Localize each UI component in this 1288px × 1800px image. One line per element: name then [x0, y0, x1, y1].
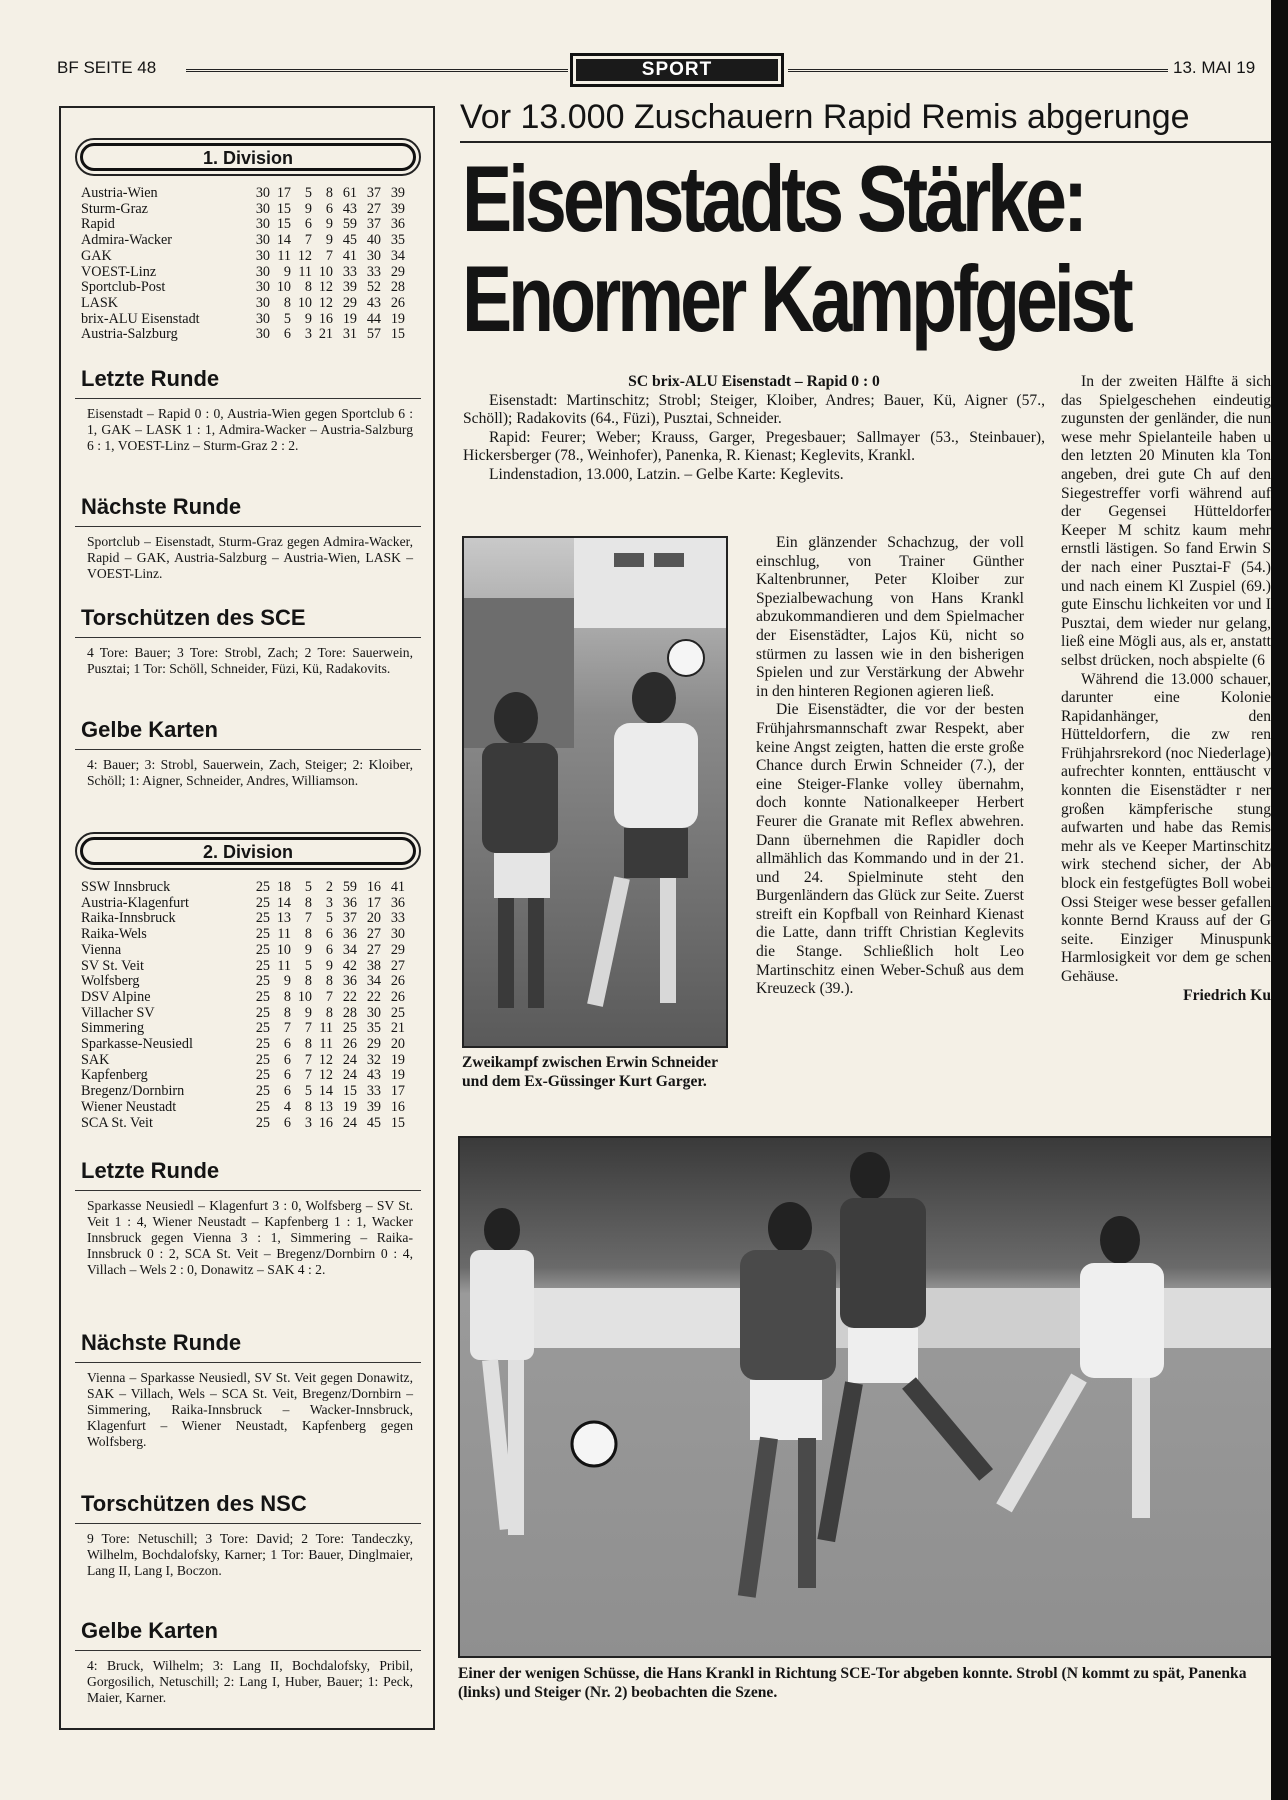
- stat-cell: 27: [366, 200, 381, 217]
- team-name: Wolfsberg: [81, 974, 140, 990]
- stat-cell: 6: [325, 941, 333, 958]
- stat-cell: 36: [390, 894, 405, 911]
- stat-cell: 37: [366, 216, 381, 233]
- stat-cell: 30: [255, 279, 270, 296]
- table-row: [81, 327, 419, 343]
- stat-cell: 25: [255, 1114, 270, 1131]
- table-row: [81, 265, 419, 281]
- stat-cell: 8: [304, 1036, 312, 1053]
- team-name: LASK: [81, 295, 119, 311]
- photo-duel: [462, 536, 728, 1048]
- stat-cell: 39: [390, 185, 405, 201]
- table-row: [81, 312, 419, 328]
- stat-cell: 8: [304, 1098, 312, 1115]
- stat-cell: 25: [255, 1098, 270, 1115]
- stat-cell: 6: [304, 216, 312, 233]
- stat-cell: 25: [255, 1051, 270, 1068]
- table-row: [81, 1006, 419, 1022]
- stat-cell: 31: [342, 326, 357, 343]
- div1-last-round-heading: Letzte Runde: [81, 366, 220, 391]
- table-row: [81, 1100, 419, 1116]
- stat-cell: 15: [390, 326, 405, 343]
- stat-cell: 8: [325, 185, 333, 201]
- div1-last-round-text: Eisenstadt – Rapid 0 : 0, Austria-Wien gegen Sportclub 6 : 1, GAK – LASK 1 : 1, Admira-Wacker – Austria-Salzburg 6 : 1, VOEST-Linz – Sturm-Graz 2 : 2.: [87, 406, 413, 453]
- stat-cell: 30: [255, 263, 270, 280]
- stat-cell: 25: [255, 941, 270, 958]
- div2-next-round-heading: Nächste Runde: [81, 1330, 242, 1355]
- team-name: GAK: [81, 248, 112, 264]
- stat-cell: 6: [283, 1114, 291, 1131]
- table-row: [81, 974, 419, 990]
- photo-duel-caption: Zweikampf zwischen Erwin Schneider und dem Ex-Güssinger Kurt Garger.: [462, 1054, 718, 1090]
- stat-cell: 8: [283, 1004, 291, 1021]
- stat-cell: 3: [325, 894, 333, 911]
- stat-cell: 8: [325, 1004, 333, 1021]
- stat-cell: 5: [304, 1083, 312, 1100]
- table-row: [81, 1068, 419, 1084]
- table-row: [81, 1037, 419, 1053]
- stat-cell: 27: [390, 957, 405, 974]
- stat-cell: 34: [390, 247, 405, 264]
- stat-cell: 26: [342, 1036, 357, 1053]
- stat-cell: 6: [325, 926, 333, 943]
- stat-cell: 37: [366, 185, 381, 201]
- stat-cell: 7: [325, 988, 333, 1005]
- stat-cell: 35: [390, 232, 405, 249]
- stat-cell: 9: [283, 263, 291, 280]
- header-rule-right: [788, 69, 1168, 72]
- stat-cell: 22: [366, 988, 381, 1005]
- section-label: SPORT: [576, 59, 778, 81]
- stat-cell: 42: [342, 957, 357, 974]
- stat-cell: 6: [325, 200, 333, 217]
- stat-cell: 8: [325, 973, 333, 990]
- stat-cell: 17: [390, 1083, 405, 1100]
- team-name: SV St. Veit: [81, 958, 144, 974]
- stat-cell: 12: [318, 1051, 333, 1068]
- stat-cell: 36: [390, 216, 405, 233]
- stat-cell: 15: [276, 216, 291, 233]
- match-lineups: [463, 373, 1045, 485]
- stat-cell: 25: [255, 1004, 270, 1021]
- stat-cell: 36: [342, 894, 357, 911]
- team-name: Sparkasse-Neusiedl: [81, 1037, 193, 1053]
- stat-cell: 30: [255, 310, 270, 327]
- stat-cell: 5: [325, 910, 333, 927]
- team-name: Austria-Salzburg: [81, 327, 178, 343]
- stat-cell: 27: [366, 926, 381, 943]
- div2-last-round-text: Sparkasse Neusiedl – Klagenfurt 3 : 0, Wolfsberg – SV St. Veit 1 : 4, Wiener Neustadt – Kapfenberg 1 : 1, Wacker Innsbruck gegen Vienna 3 : 1, Simmering – Raika-Innsbruck 0 : 2, SCA St. Veit – Bregenz/Dornbirn 0 : 4, Villach – Wels 2 : 0, Donawitz – SAK 4 : 2.: [87, 1198, 413, 1277]
- photo-match-scene: [458, 1136, 1288, 1658]
- stat-cell: 14: [276, 232, 291, 249]
- match-venue: Lindenstadion, 13.000, Latzin. – Gelbe Karte: Keglevits.: [489, 465, 844, 483]
- divider: [75, 1190, 421, 1191]
- team-name: SAK: [81, 1052, 110, 1068]
- stat-cell: 6: [283, 326, 291, 343]
- author-signature: Friedrich Ku: [1183, 986, 1271, 1004]
- stat-cell: 15: [276, 200, 291, 217]
- stat-cell: 5: [283, 310, 291, 327]
- stat-cell: 8: [283, 294, 291, 311]
- table-row: [81, 296, 419, 312]
- stat-cell: 8: [304, 894, 312, 911]
- stat-cell: 24: [342, 1051, 357, 1068]
- table-row: [81, 233, 419, 249]
- stat-cell: 39: [342, 279, 357, 296]
- div1-next-round-text: Sportclub – Eisenstadt, Sturm-Graz gegen Admira-Wacker, Rapid – GAK, Austria-Salzburg – Austria-Wien, LASK – VOEST-Linz.: [87, 534, 413, 581]
- stat-cell: 12: [318, 1067, 333, 1084]
- stat-cell: 25: [255, 988, 270, 1005]
- issue-date: 13. MAI 19: [1173, 58, 1256, 77]
- headline-line-1: Eisenstadts Stärke:: [462, 146, 1084, 251]
- stat-cell: 7: [304, 1020, 312, 1037]
- stat-cell: 26: [390, 294, 405, 311]
- table-row: [81, 896, 419, 912]
- table-row: [81, 202, 419, 218]
- stat-cell: 41: [390, 879, 405, 895]
- stat-cell: 17: [276, 185, 291, 201]
- stat-cell: 9: [304, 1004, 312, 1021]
- stat-cell: 33: [366, 263, 381, 280]
- stat-cell: 12: [318, 279, 333, 296]
- header-rule-left: [186, 69, 568, 72]
- div1-cards-heading: Gelbe Karten: [81, 717, 218, 742]
- div1-scorers-heading: Torschützen des SCE: [81, 605, 306, 630]
- division-1-title-box: [75, 138, 421, 176]
- stat-cell: 33: [366, 1083, 381, 1100]
- team-name: Sportclub-Post: [81, 280, 166, 296]
- stat-cell: 16: [366, 879, 381, 895]
- photo-duel-image: [464, 538, 726, 1046]
- stat-cell: 45: [342, 232, 357, 249]
- div1-scorers-text: 4 Tore: Bauer; 3 Tore: Strobl, Zach; 2 Tore: Sauerwein, Pusztai; 1 Tor: Schöll, Schneider, Füzi, Kü, Radakovits.: [87, 645, 413, 676]
- stat-cell: 25: [255, 1067, 270, 1084]
- stat-cell: 25: [342, 1020, 357, 1037]
- page-edge-shadow: [1271, 0, 1288, 1800]
- article-paragraph: Während die 13.000 schauer, darunter eine Kolonie Rapidanhänger, den Hütteldorfern, die zw ren Frühjahrsrekord (noc Niederlage) aufrechter konnten, enttäuscht v konnten die Eisenstädter r ner großen kämpferische stung aufwarten und habe das Remis mehr als ve Keeper Martinschitz wirk stechend sicher, der Ab block ein festgefügtes Boll wobei Ossi Steiger wese besser gefallen konnte Bernd Krauss auf der G seite. Einziger Minuspunk Harmlosigkeit vor dem ge schen Gehäuse.: [1061, 670, 1271, 985]
- stat-cell: 34: [366, 973, 381, 990]
- stat-cell: 33: [390, 910, 405, 927]
- stat-cell: 9: [304, 200, 312, 217]
- stat-cell: 6: [283, 1036, 291, 1053]
- article-paragraph: Ein glänzender Schachzug, der voll einschlug, von Trainer Günther Kaltenbrunner, Peter Kloiber zur Spezialbewachung von Hans Krankl abzukommandieren und dem Spielmacher der Eisenstädter, Lajos Kü, nicht so stürmen zu lassen wie in den bisherigen Spielen und zur Verstärkung der Abwehr in den hinteren Regionen agieren ließ.: [756, 534, 1024, 700]
- article-column-right: [1061, 373, 1271, 1119]
- div2-last-round-heading: Letzte Runde: [81, 1158, 220, 1183]
- stat-cell: 9: [325, 232, 333, 249]
- stat-cell: 25: [390, 1004, 405, 1021]
- stat-cell: 13: [276, 910, 291, 927]
- stat-cell: 9: [325, 957, 333, 974]
- stat-cell: 26: [390, 988, 405, 1005]
- match-result: SC brix-ALU Eisenstadt – Rapid 0 : 0: [628, 373, 880, 390]
- stat-cell: 30: [366, 1004, 381, 1021]
- stat-cell: 24: [342, 1067, 357, 1084]
- stat-cell: 36: [342, 926, 357, 943]
- stat-cell: 61: [342, 185, 357, 201]
- division-1-table: [81, 186, 419, 343]
- stat-cell: 18: [276, 879, 291, 895]
- stat-cell: 19: [342, 310, 357, 327]
- div1-cards-text: 4: Bauer; 3: Strobl, Sauerwein, Zach, Steiger; 2: Kloiber, Schöll; 1: Aigner, Schneider, Andres, Williamson.: [87, 757, 413, 788]
- stat-cell: 7: [304, 1067, 312, 1084]
- divider: [75, 637, 421, 638]
- divider: [75, 1523, 421, 1524]
- table-row: [81, 1116, 419, 1132]
- team-name: Wiener Neustadt: [81, 1099, 177, 1115]
- stat-cell: 16: [318, 1114, 333, 1131]
- stat-cell: 25: [255, 957, 270, 974]
- team-name: Rapid: [81, 217, 115, 233]
- stat-cell: 38: [366, 957, 381, 974]
- stat-cell: 30: [255, 216, 270, 233]
- team-name: SCA St. Veit: [81, 1115, 153, 1131]
- stat-cell: 13: [318, 1098, 333, 1115]
- div2-cards-text: 4: Bruck, Wilhelm; 3: Lang II, Bochdalofsky, Pribil, Gorgosilich, Netuschill; 2: Lang I, Huber, Bauer; 1: Peck, Maier, Karner.: [87, 1658, 413, 1705]
- stat-cell: 11: [319, 1036, 333, 1053]
- stat-cell: 25: [255, 926, 270, 943]
- stat-cell: 12: [318, 294, 333, 311]
- stat-cell: 28: [390, 279, 405, 296]
- stat-cell: 20: [390, 1036, 405, 1053]
- stat-cell: 25: [255, 1020, 270, 1037]
- divider: [75, 1362, 421, 1363]
- stat-cell: 10: [276, 279, 291, 296]
- table-row: [81, 217, 419, 233]
- team-name: Raika-Wels: [81, 927, 147, 943]
- stat-cell: 43: [342, 200, 357, 217]
- team-name: Kapfenberg: [81, 1068, 148, 1084]
- table-row: [81, 880, 419, 896]
- stat-cell: 5: [304, 879, 312, 895]
- table-row: [81, 1084, 419, 1100]
- div2-scorers-heading: Torschützen des NSC: [81, 1491, 307, 1516]
- division-2-title: 2. Division: [80, 837, 416, 865]
- table-row: [81, 911, 419, 927]
- stat-cell: 22: [342, 988, 357, 1005]
- div2-scorers-text: 9 Tore: Netuschill; 3 Tore: David; 2 Tore: Tandeczky, Wilhelm, Bochdalofsky, Karner; 1 Tor: Bauer, Dinglmaier, Lang II, Lang I, Boczon.: [87, 1531, 413, 1578]
- stat-cell: 19: [390, 1051, 405, 1068]
- stat-cell: 30: [255, 326, 270, 343]
- table-row: [81, 280, 419, 296]
- team-name: Villacher SV: [81, 1005, 155, 1021]
- stat-cell: 20: [366, 910, 381, 927]
- stat-cell: 29: [390, 941, 405, 958]
- stat-cell: 7: [304, 910, 312, 927]
- stat-cell: 30: [390, 926, 405, 943]
- stat-cell: 28: [342, 1004, 357, 1021]
- stat-cell: 3: [304, 326, 312, 343]
- stat-cell: 15: [390, 1114, 405, 1131]
- stat-cell: 21: [390, 1020, 405, 1037]
- lineup-rapid: Rapid: Feurer; Weber; Krauss, Garger, Pregesbauer; Sallmayer (53., Steinbauer), Hickersberger (78., Weinhofer), Panenka, R. Kienast; Keglevits, Krankl.: [463, 428, 1045, 465]
- stat-cell: 52: [366, 279, 381, 296]
- team-name: brix-ALU Eisenstadt: [81, 311, 200, 327]
- table-row: [81, 943, 419, 959]
- team-name: DSV Alpine: [81, 989, 151, 1005]
- division-2-title-box: [75, 832, 421, 870]
- stat-cell: 43: [366, 294, 381, 311]
- stat-cell: 29: [342, 294, 357, 311]
- stat-cell: 5: [304, 185, 312, 201]
- divider: [75, 526, 421, 527]
- stat-cell: 6: [283, 1051, 291, 1068]
- kicker-headline: Vor 13.000 Zuschauern Rapid Remis abgerunge: [460, 98, 1190, 136]
- stat-cell: 30: [255, 232, 270, 249]
- team-name: VOEST-Linz: [81, 264, 157, 280]
- table-row: [81, 186, 419, 202]
- stat-cell: 17: [366, 894, 381, 911]
- team-name: Sturm-Graz: [81, 201, 148, 217]
- stat-cell: 57: [366, 326, 381, 343]
- table-row: [81, 249, 419, 265]
- stat-cell: 21: [318, 326, 333, 343]
- stat-cell: 14: [318, 1083, 333, 1100]
- stat-cell: 43: [366, 1067, 381, 1084]
- stat-cell: 29: [366, 1036, 381, 1053]
- team-name: Admira-Wacker: [81, 233, 173, 249]
- stat-cell: 14: [276, 894, 291, 911]
- page-number: BF SEITE 48: [57, 58, 157, 77]
- div1-next-round-heading: Nächste Runde: [81, 494, 242, 519]
- stat-cell: 30: [366, 247, 381, 264]
- stat-cell: 30: [255, 200, 270, 217]
- stat-cell: 10: [297, 294, 312, 311]
- stat-cell: 30: [255, 294, 270, 311]
- team-name: Raika-Innsbruck: [81, 911, 176, 927]
- stat-cell: 5: [304, 957, 312, 974]
- table-row: [81, 927, 419, 943]
- stat-cell: 11: [277, 926, 291, 943]
- stat-cell: 25: [255, 973, 270, 990]
- stat-cell: 16: [318, 310, 333, 327]
- stat-cell: 37: [342, 910, 357, 927]
- div2-next-round-text: Vienna – Sparkasse Neusiedl, SV St. Veit gegen Donawitz, SAK – Villach, Wels – SCA St. Veit, Bregenz/Dornbirn – Simmering, Raika-Innsbruck – Wacker-Innsbruck, Klagenfurt – Wiener Neustadt, Kapfenberg gegen Wolfsberg.: [87, 1370, 413, 1449]
- stat-cell: 29: [390, 263, 405, 280]
- table-row: [81, 990, 419, 1006]
- team-name: Austria-Wien: [81, 186, 158, 201]
- stat-cell: 45: [366, 1114, 381, 1131]
- divider: [75, 749, 421, 750]
- stat-cell: 11: [298, 263, 312, 280]
- stat-cell: 8: [304, 926, 312, 943]
- article-paragraph: Die Eisenstädter, die vor der besten Frühjahrsmannschaft zwar Respekt, aber keine Angst zeigten, hatten die erste große Chance durch Erwin Schneider (7.), der eine Steiger-Flanke volley übernahm, doch konnte Nationalkeeper Herbert Feurer die Granate mit Reflex abwehren. Dann übernehmen die Rapidler doch allmählich das Kommando und in der 21. und 24. Spielminute steht den Burgenländern das Glück zur Seite. Zuerst streift ein Kopfball von Reinhard Kienast die Latte, dann trifft Christian Keglevits die Stange. Schließlich holt Leo Martinschitz einen Weber-Schuß aus dem Kreuzeck (39.).: [756, 701, 1024, 998]
- stat-cell: 59: [342, 216, 357, 233]
- stat-cell: 39: [390, 200, 405, 217]
- stat-cell: 8: [304, 973, 312, 990]
- stat-cell: 25: [255, 1083, 270, 1100]
- stat-cell: 8: [283, 988, 291, 1005]
- team-name: Bregenz/Dornbirn: [81, 1084, 185, 1100]
- stat-cell: 8: [304, 279, 312, 296]
- stat-cell: 15: [342, 1083, 357, 1100]
- stat-cell: 40: [366, 232, 381, 249]
- headline-line-2: Enormer Kampfgeist: [462, 246, 1130, 351]
- stat-cell: 30: [255, 247, 270, 264]
- stat-cell: 9: [325, 216, 333, 233]
- stat-cell: 25: [255, 894, 270, 911]
- stat-cell: 10: [276, 941, 291, 958]
- team-name: SSW Innsbruck: [81, 880, 171, 895]
- stat-cell: 25: [255, 879, 270, 895]
- divider: [460, 141, 1288, 143]
- stat-cell: 6: [283, 1083, 291, 1100]
- team-name: Austria-Klagenfurt: [81, 895, 189, 911]
- stat-cell: 10: [297, 988, 312, 1005]
- stat-cell: 39: [366, 1098, 381, 1115]
- table-row: [81, 1021, 419, 1037]
- stat-cell: 30: [255, 185, 270, 201]
- section-label-box: [570, 53, 784, 87]
- article-paragraph: In der zweiten Hälfte ä sich das Spielgeschehen eindeutig zugunsten der genländer, die nun wese mehr Spielanteile haben u den letzten 20 Minuten kla Ton angeben, drei gute Ch auf den Siegestreffer vorfi während auf der Gegensei Hütteldorfer Keeper M schitz kaum mehr ernstli lästigen. So fand Erwin S der nach einer Pusztai-F (54.) und nach einem Kl Zuspiel (69.) gute Einschu lichkeiten vor und I Pusztai, dem wieder nur gelang, ließ eine Mögli aus, als er, anstatt selbst drücken, noch abspielte (6: [1061, 373, 1271, 669]
- stat-cell: 25: [255, 910, 270, 927]
- stat-cell: 9: [283, 973, 291, 990]
- divider: [75, 1650, 421, 1651]
- stat-cell: 11: [277, 247, 291, 264]
- divider: [75, 398, 421, 399]
- stat-cell: 44: [366, 310, 381, 327]
- stat-cell: 4: [283, 1098, 291, 1115]
- stat-cell: 59: [342, 879, 357, 895]
- stat-cell: 25: [255, 1036, 270, 1053]
- stat-cell: 3: [304, 1114, 312, 1131]
- stat-cell: 36: [342, 973, 357, 990]
- stat-cell: 24: [342, 1114, 357, 1131]
- stat-cell: 11: [277, 957, 291, 974]
- stat-cell: 2: [325, 879, 333, 895]
- team-name: Vienna: [81, 942, 122, 958]
- photo-match-scene-image: [460, 1138, 1286, 1656]
- stat-cell: 7: [304, 1051, 312, 1068]
- table-row: [81, 1053, 419, 1069]
- stat-cell: 10: [318, 263, 333, 280]
- standings-column: [59, 106, 435, 1730]
- table-row: [81, 959, 419, 975]
- stat-cell: 16: [390, 1098, 405, 1115]
- stat-cell: 7: [325, 247, 333, 264]
- stat-cell: 7: [283, 1020, 291, 1037]
- stat-cell: 7: [304, 232, 312, 249]
- stat-cell: 27: [366, 941, 381, 958]
- stat-cell: 32: [366, 1051, 381, 1068]
- stat-cell: 34: [342, 941, 357, 958]
- stat-cell: 26: [390, 973, 405, 990]
- stat-cell: 12: [297, 247, 312, 264]
- team-name: Simmering: [81, 1021, 145, 1037]
- stat-cell: 19: [390, 1067, 405, 1084]
- stat-cell: 6: [283, 1067, 291, 1084]
- stat-cell: 11: [319, 1020, 333, 1037]
- division-2-table: [81, 880, 419, 1131]
- lineup-eisenstadt: Eisenstadt: Martinschitz; Strobl; Steiger, Kloiber, Andres; Bauer, Kü, Aigner (57., Schöll); Radakovits (64., Füzi), Pusztai, Schneider.: [463, 391, 1045, 428]
- article-column-middle: [756, 534, 1024, 1116]
- photo-match-scene-caption: Einer der wenigen Schüsse, die Hans Krankl in Richtung SCE-Tor abgeben konnte. Strobl (N kommt zu spät, Panenka (links) und Steiger (Nr. 2) beobachten die Szene.: [458, 1665, 1247, 1701]
- stat-cell: 9: [304, 941, 312, 958]
- stat-cell: 33: [342, 263, 357, 280]
- division-1-title: 1. Division: [80, 143, 416, 171]
- stat-cell: 41: [342, 247, 357, 264]
- stat-cell: 9: [304, 310, 312, 327]
- div2-cards-heading: Gelbe Karten: [81, 1618, 218, 1643]
- stat-cell: 35: [366, 1020, 381, 1037]
- stat-cell: 19: [390, 310, 405, 327]
- stat-cell: 19: [342, 1098, 357, 1115]
